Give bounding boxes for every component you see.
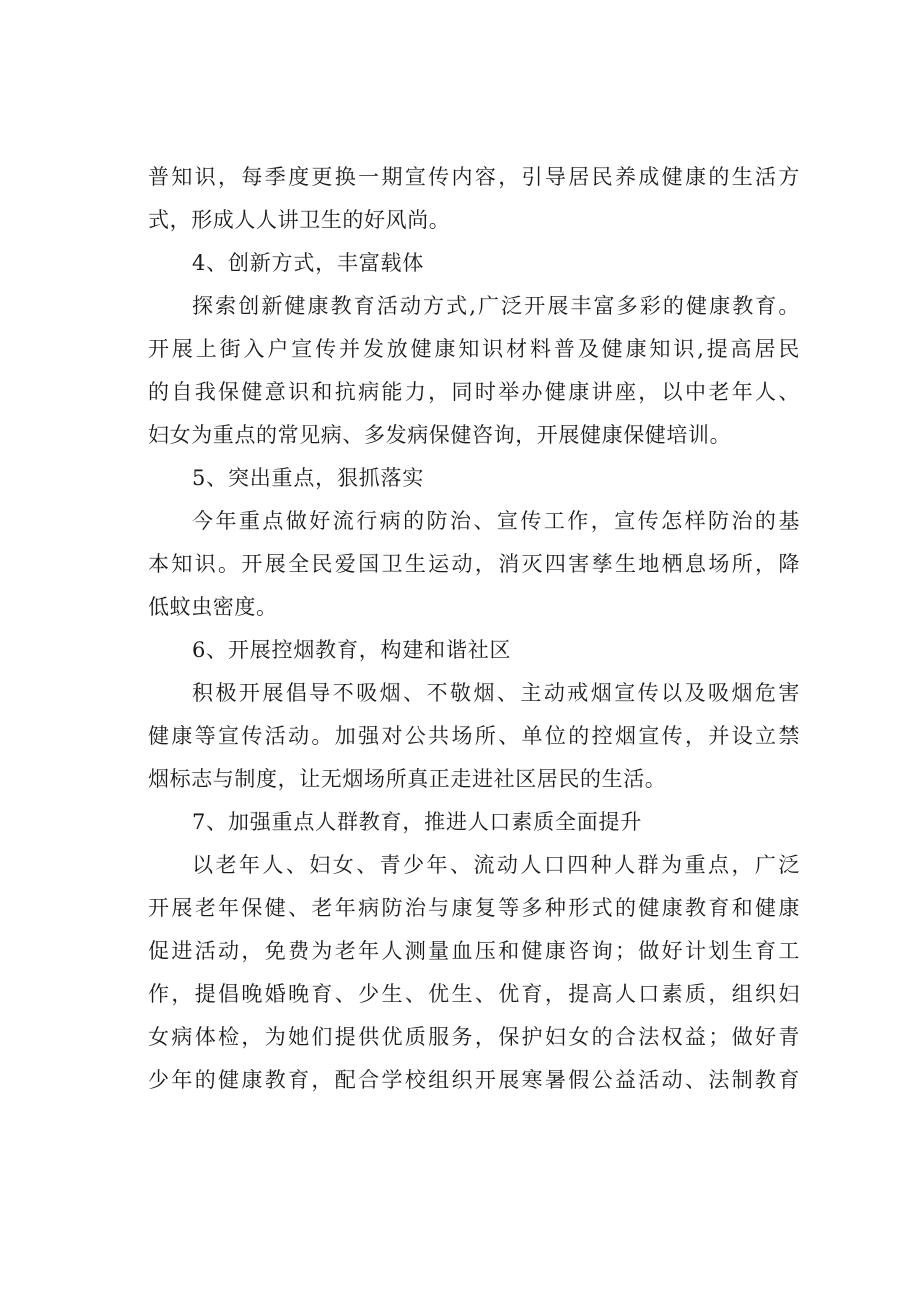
paragraph-line: 少年的健康教育，配合学校组织开展寒暑假公益活动、法制教育 <box>148 1068 800 1092</box>
paragraph-line: 以老年人、妇女、青少年、流动人口四种人群为重点，广泛 <box>192 853 800 877</box>
paragraph-line: 今年重点做好流行病的防治、宣传工作，宣传怎样防治的基 <box>192 509 800 533</box>
paragraph-line: 烟标志与制度，让无烟场所真正走进社区居民的生活。 <box>148 767 667 791</box>
paragraph-line: 妇女为重点的常见病、多发病保健咨询，开展健康保健培训。 <box>148 423 732 447</box>
section-heading-6: 6、开展控烟教育，构建和谐社区 <box>192 638 512 662</box>
paragraph-line: 低蚊虫密度。 <box>148 595 278 619</box>
paragraph-line: 本知识。开展全民爱国卫生运动，消灭四害孳生地栖息场所，降 <box>148 552 800 576</box>
paragraph-line: 女病体检，为她们提供优质服务，保护妇女的合法权益；做好青 <box>148 1025 800 1049</box>
paragraph-line: 探索创新健康教育活动方式,广泛开展丰富多彩的健康教育。 <box>192 294 800 318</box>
paragraph-line: 的自我保健意识和抗病能力，同时举办健康讲座，以中老年人、 <box>148 380 800 404</box>
section-heading-4: 4、创新方式，丰富载体 <box>192 251 425 275</box>
paragraph-line: 式，形成人人讲卫生的好风尚。 <box>148 208 451 232</box>
paragraph-line: 普知识，每季度更换一期宣传内容，引导居民养成健康的生活方 <box>148 165 800 189</box>
paragraph-line: 健康等宣传活动。加强对公共场所、单位的控烟宣传，并设立禁 <box>148 724 800 748</box>
paragraph-line: 促进活动，免费为老年人测量血压和健康咨询；做好计划生育工 <box>148 939 800 963</box>
paragraph-line: 积极开展倡导不吸烟、不敬烟、主动戒烟宣传以及吸烟危害 <box>192 681 800 705</box>
paragraph-line: 开展上街入户宣传并发放健康知识材料普及健康知识,提高居民 <box>148 337 800 361</box>
section-heading-7: 7、加强重点人群教育，推进人口素质全面提升 <box>192 810 643 834</box>
paragraph-line: 开展老年保健、老年病防治与康复等多种形式的健康教育和健康 <box>148 896 800 920</box>
section-heading-5: 5、突出重点，狠抓落实 <box>192 466 425 490</box>
paragraph-line: 作，提倡晚婚晚育、少生、优生、优育，提高人口素质，组织妇 <box>148 982 800 1006</box>
